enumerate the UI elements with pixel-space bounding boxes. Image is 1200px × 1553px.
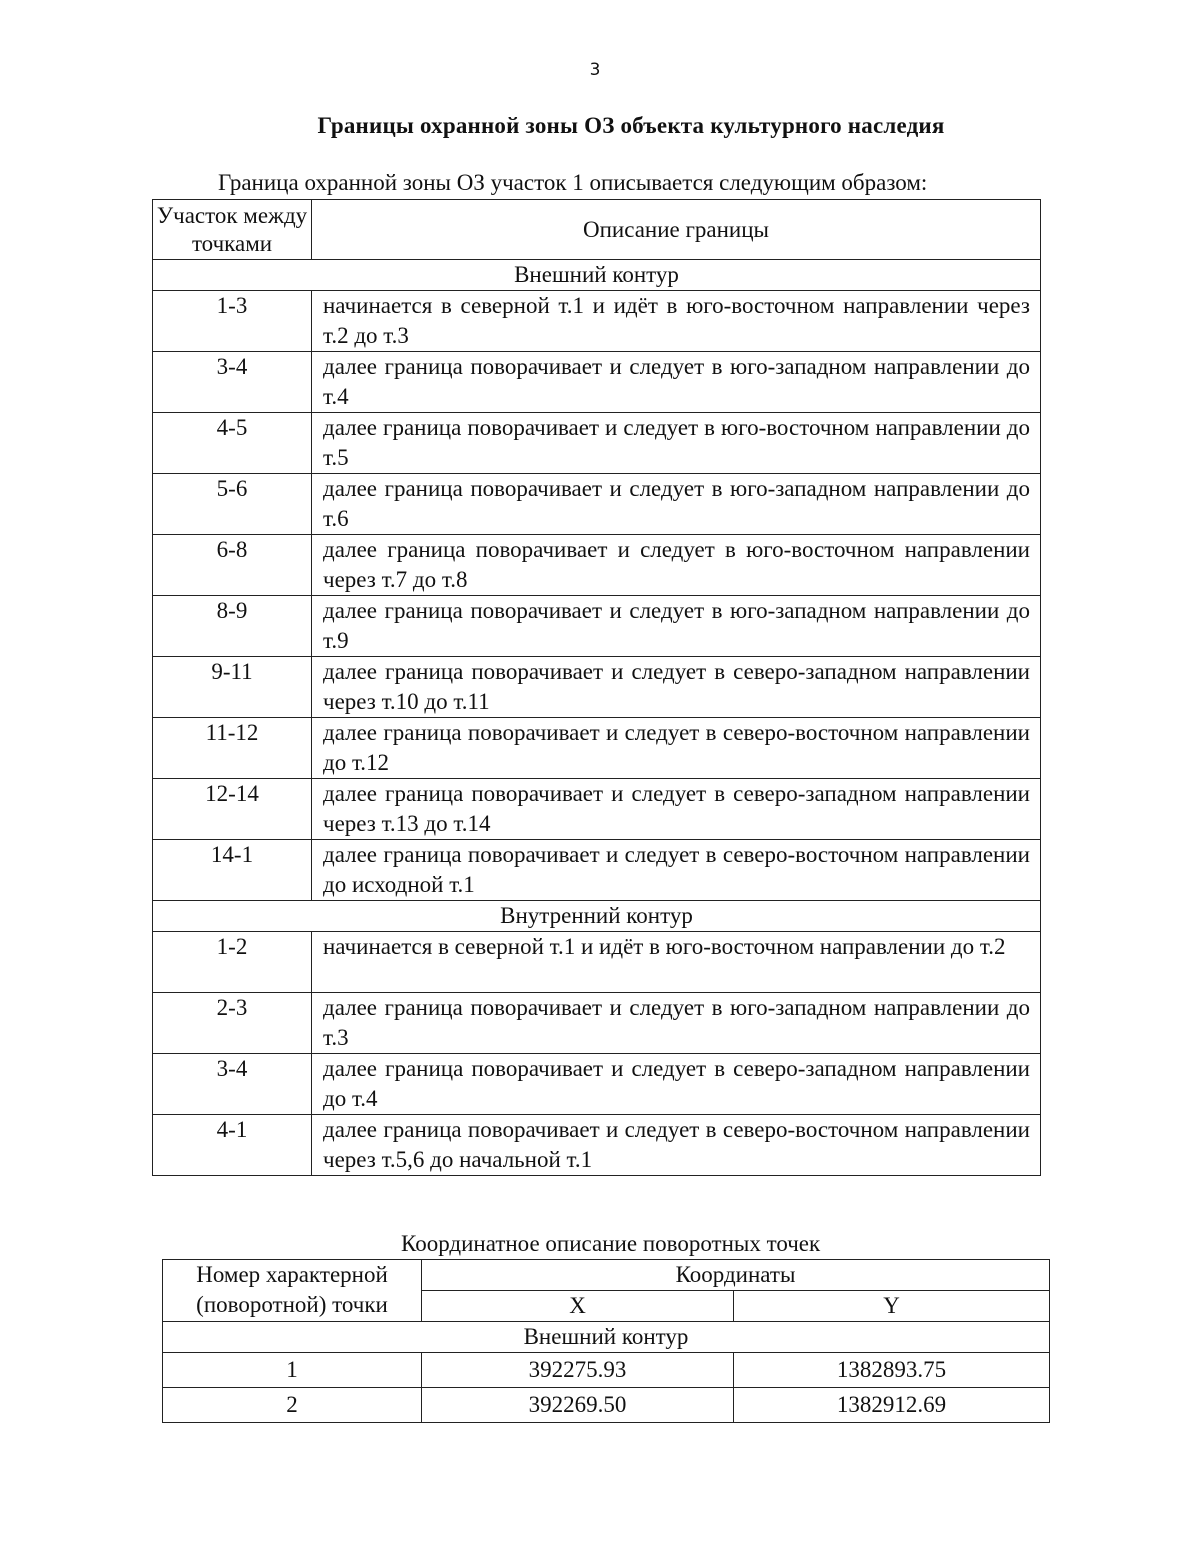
coord-header-row	[163, 1260, 1050, 1291]
table-row	[163, 1353, 1050, 1388]
table-row	[153, 840, 1041, 901]
description-cell: далее граница поворачивает и следует в юго-восточном направлении до т.5	[312, 413, 1041, 474]
coord-point-cell: 2	[163, 1388, 422, 1423]
coord-section-row	[163, 1322, 1050, 1353]
header-x: X	[422, 1291, 734, 1322]
table-row	[153, 596, 1041, 657]
description-cell: далее граница поворачивает и следует в юго-западном направлении до т.4	[312, 352, 1041, 413]
document-title: Границы охранной зоны ОЗ объекта культурного наследия	[317, 113, 945, 138]
table-row	[153, 779, 1041, 840]
boundary-description-table	[152, 199, 1041, 1176]
segment-cell: 3-4	[153, 1054, 312, 1115]
section-label: Внешний контур	[153, 260, 1041, 291]
coord-y-cell: 1382912.69	[734, 1388, 1050, 1423]
coord-x-cell: 392275.93	[422, 1353, 734, 1388]
description-cell: далее граница поворачивает и следует в северо-восточном направлении через т.5,6 до начальной т.1	[312, 1115, 1041, 1176]
table-row	[153, 413, 1041, 474]
description-cell: далее граница поворачивает и следует в северо-восточном направлении до исходной т.1	[312, 840, 1041, 901]
table-row	[153, 1115, 1041, 1176]
coord-x-cell: 392269.50	[422, 1388, 734, 1423]
table-row	[153, 1054, 1041, 1115]
description-cell: далее граница поворачивает и следует в северо-западном направлении через т.13 до т.14	[312, 779, 1041, 840]
segment-cell: 12-14	[153, 779, 312, 840]
description-cell: далее граница поворачивает и следует в юго-западном направлении до т.6	[312, 474, 1041, 535]
segment-cell: 6-8	[153, 535, 312, 596]
header-point-number: Номер характерной (поворотной) точки	[163, 1260, 422, 1322]
segment-cell: 8-9	[153, 596, 312, 657]
description-cell: далее граница поворачивает и следует в юго-западном направлении до т.3	[312, 993, 1041, 1054]
segment-cell: 3-4	[153, 352, 312, 413]
section-row-outer	[153, 260, 1041, 291]
table-row	[153, 535, 1041, 596]
header-y: Y	[734, 1291, 1050, 1322]
table-row	[153, 352, 1041, 413]
table-row	[153, 993, 1041, 1054]
table-row	[163, 1388, 1050, 1423]
header-coordinates: Координаты	[422, 1260, 1050, 1291]
table-row	[153, 718, 1041, 779]
segment-cell: 5-6	[153, 474, 312, 535]
coord-point-cell: 1	[163, 1353, 422, 1388]
segment-cell: 1-3	[153, 291, 312, 352]
table-row	[153, 291, 1041, 352]
segment-cell: 9-11	[153, 657, 312, 718]
description-cell: далее граница поворачивает и следует в юго-восточном направлении через т.7 до т.8	[312, 535, 1041, 596]
boundary-header-row	[153, 200, 1041, 260]
coordinates-caption: Координатное описание поворотных точек	[401, 1231, 821, 1256]
header-description: Описание границы	[312, 200, 1041, 260]
description-cell: далее граница поворачивает и следует в юго-западном направлении до т.9	[312, 596, 1041, 657]
segment-cell: 11-12	[153, 718, 312, 779]
header-segment: Участок между точками	[153, 200, 312, 260]
segment-cell: 4-5	[153, 413, 312, 474]
description-cell: начинается в северной т.1 и идёт в юго-восточном направлении до т.2	[312, 932, 1041, 993]
description-cell: начинается в северной т.1 и идёт в юго-восточном направлении через т.2 до т.3	[312, 291, 1041, 352]
segment-cell: 4-1	[153, 1115, 312, 1176]
page-number: 3	[589, 60, 601, 80]
section-label: Внутренний контур	[153, 901, 1041, 932]
segment-cell: 2-3	[153, 993, 312, 1054]
boundary-caption: Граница охранной зоны ОЗ участок 1 описывается следующим образом:	[218, 170, 928, 195]
segment-cell: 14-1	[153, 840, 312, 901]
coord-y-cell: 1382893.75	[734, 1353, 1050, 1388]
table-row	[153, 657, 1041, 718]
description-cell: далее граница поворачивает и следует в северо-восточном направлении до т.12	[312, 718, 1041, 779]
table-row	[153, 474, 1041, 535]
description-cell: далее граница поворачивает и следует в северо-западном направлении до т.4	[312, 1054, 1041, 1115]
table-row	[153, 932, 1041, 993]
coordinates-table	[162, 1259, 1050, 1423]
segment-cell: 1-2	[153, 932, 312, 993]
description-cell: далее граница поворачивает и следует в северо-западном направлении через т.10 до т.11	[312, 657, 1041, 718]
section-row-inner	[153, 901, 1041, 932]
coord-section-outer-contour: Внешний контур	[163, 1322, 1050, 1353]
